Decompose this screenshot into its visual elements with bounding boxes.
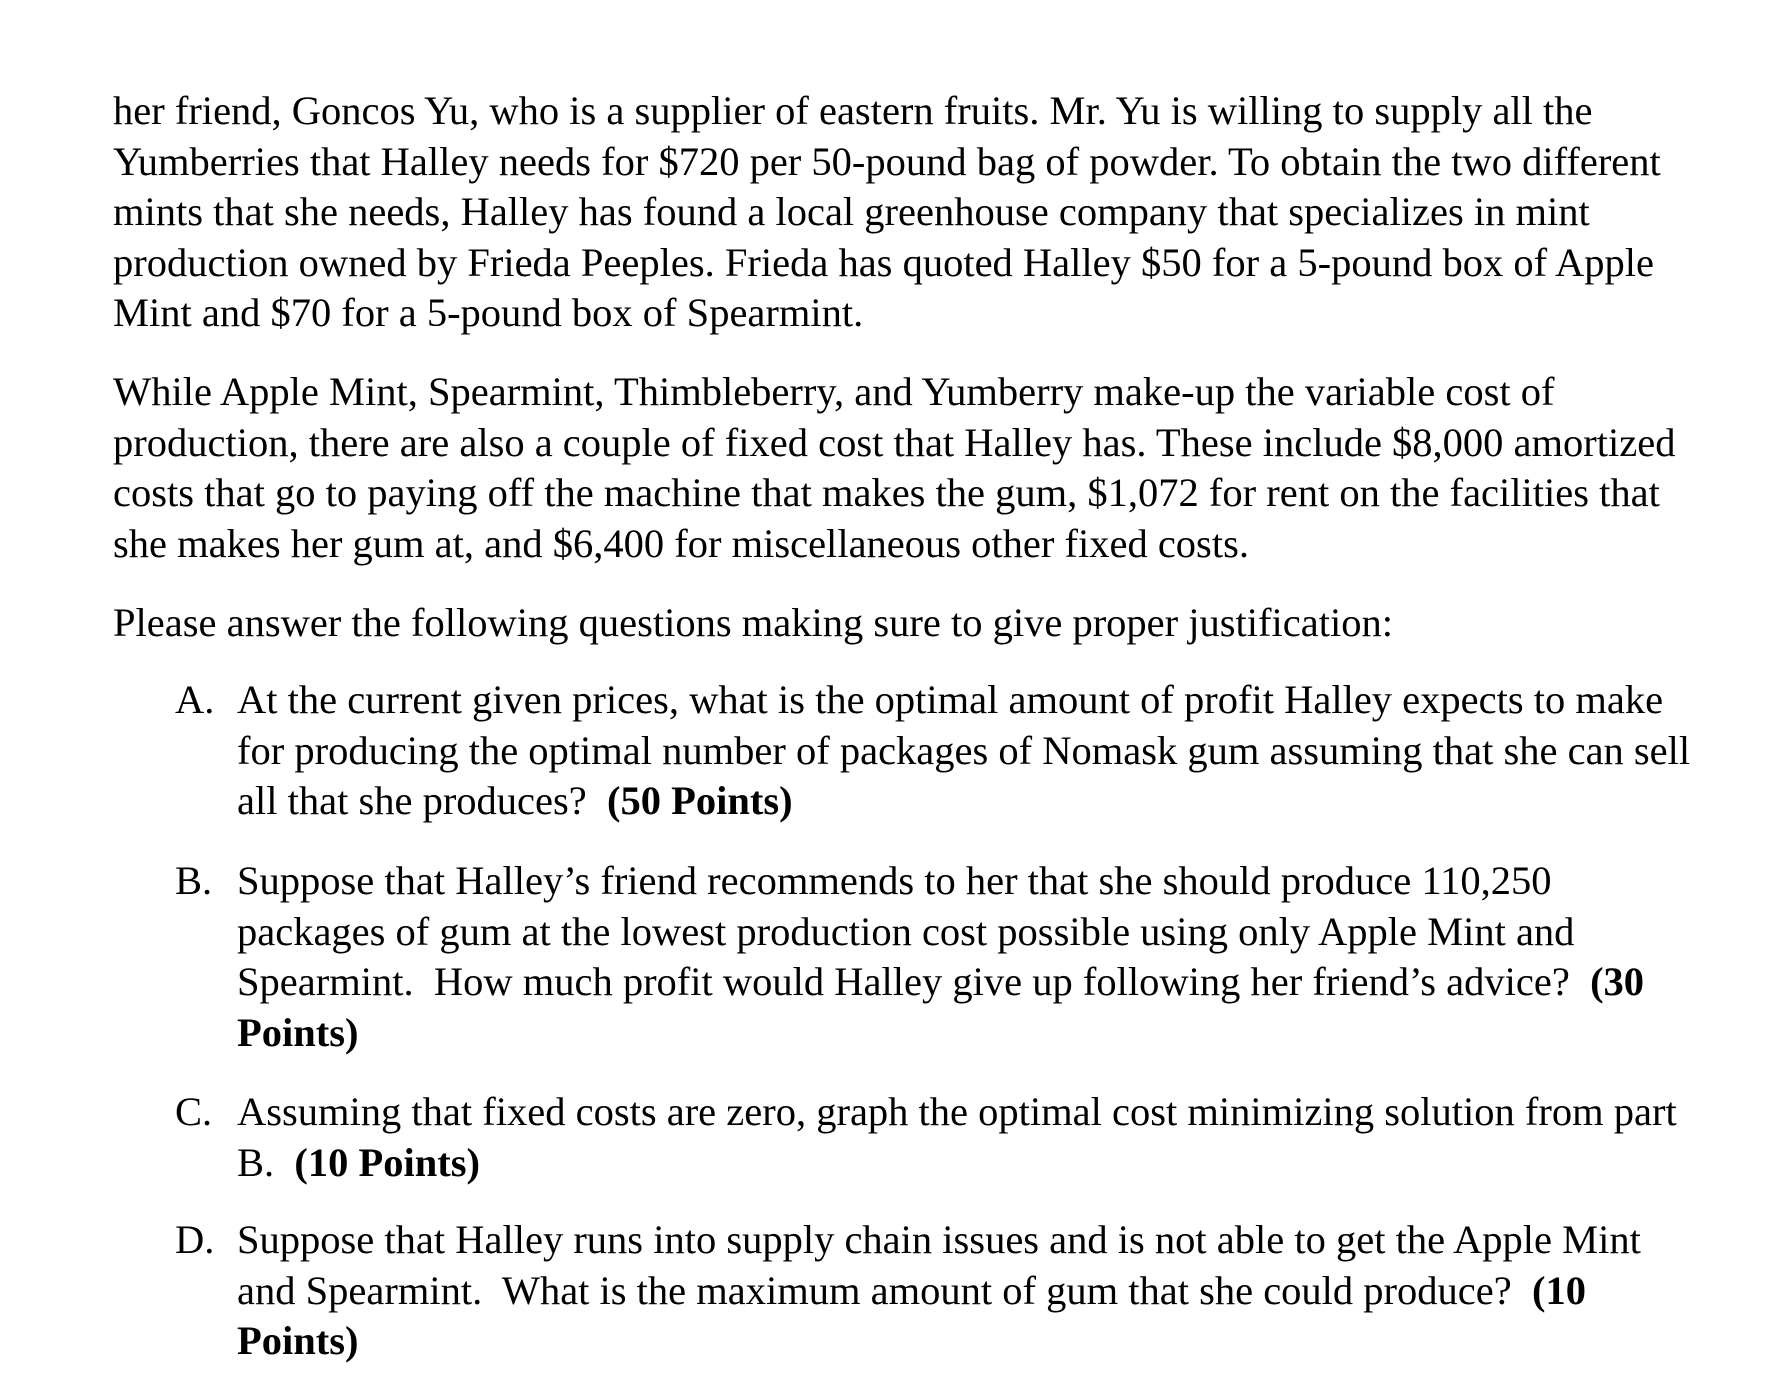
costs-paragraph [113,367,1713,569]
question-line [237,1266,1737,1317]
instruction-line: Please answer the following questions making sure to give proper justification: [113,600,1393,645]
question-text: Spearmint. How much profit would Halley give up following her friend’s advice? [237,959,1591,1004]
question-d-label: D. [175,1217,215,1262]
intro-line: Yumberries that Halley needs for $720 per 50-pound bag of powder. To obtain the two different [113,138,1661,184]
points-label: Points) [237,1318,359,1363]
intro-paragraph [113,86,1713,339]
points-label: (50 Points) [607,778,793,823]
question-text: B. [237,1139,295,1185]
question-line: Assuming that fixed costs are zero, graph the optimal cost minimizing solution from part [237,1089,1677,1134]
points-label: (10 [1531,1267,1586,1313]
question-d [237,1215,1737,1367]
question-b-label: B. [175,858,213,903]
question-b [237,856,1737,1058]
question-line: for producing the optimal number of packages of Nomask gum assuming that she can sell [237,727,1691,773]
question-line: At the current given prices, what is the optimal amount of profit Halley expects to make [237,677,1664,722]
intro-line: her friend, Goncos Yu, who is a supplier of eastern fruits. Mr. Yu is willing to supply all the [113,88,1593,133]
costs-line: production, there are also a couple of fixed cost that Halley has. These include $8,000 amortized [113,419,1676,465]
question-line [237,957,1737,1008]
question-line [237,1138,1737,1189]
question-text: and Spearmint. What is the maximum amount of gum that she could produce? [237,1267,1532,1313]
costs-line: costs that go to paying off the machine that makes the gum, $1,072 for rent on the facilities that [113,470,1660,515]
intro-line: mints that she needs, Halley has found a local greenhouse company that specializes in mint [113,189,1590,234]
costs-line: While Apple Mint, Spearmint, Thimbleberry, and Yumberry make-up the variable cost of [113,369,1555,414]
intro-line: production owned by Frieda Peeples. Frieda has quoted Halley $50 for a 5-pound box of Apple [113,239,1654,285]
costs-line: she makes her gum at, and $6,400 for miscellaneous other fixed costs. [113,520,1249,566]
instruction-text [113,598,1713,649]
points-label: (30 [1590,959,1645,1004]
question-text: all that she produces? [237,778,607,823]
intro-line: Mint and $70 for a 5-pound box of Spearmint. [113,290,864,335]
question-a-label: A. [175,677,215,722]
question-c-label: C. [175,1089,213,1134]
question-line: Suppose that Halley’s friend recommends to her that she should produce 110,250 [237,858,1552,903]
question-line [237,776,1737,827]
question-c [237,1087,1737,1188]
question-line: Suppose that Halley runs into supply chain issues and is not able to get the Apple Mint [237,1217,1641,1262]
points-label: Points) [237,1009,359,1055]
points-label: (10 Points) [294,1139,481,1185]
question-line: packages of gum at the lowest production cost possible using only Apple Mint and [237,908,1575,954]
question-a [237,675,1737,827]
